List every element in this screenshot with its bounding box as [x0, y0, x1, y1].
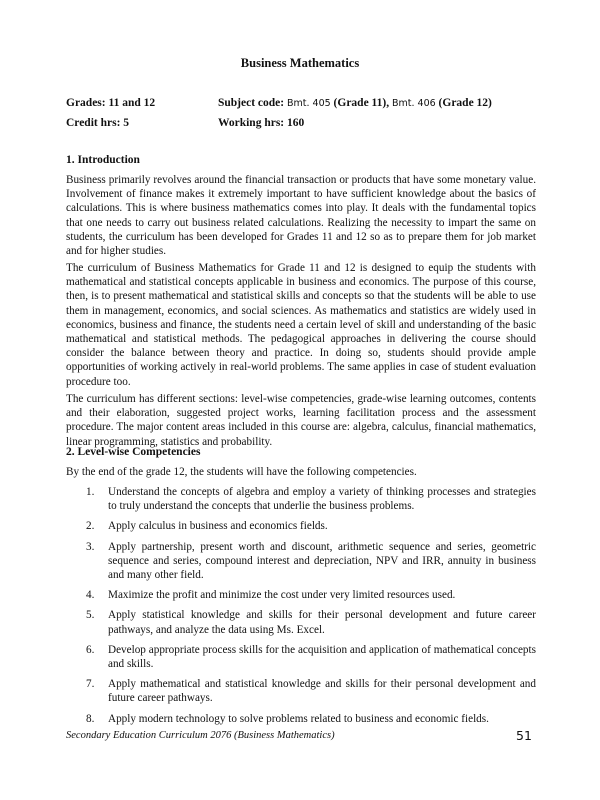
competencies-heading: 2. Level-wise Competencies — [66, 446, 201, 458]
competencies-intro: By the end of the grade 12, the students will have the following competencies. — [66, 466, 417, 478]
list-item: 2. Apply calculus in business and economics fields. — [86, 520, 328, 533]
intro-paragraph-3: The curriculum has different sections: level-wise competencies, grade-wise learning outcomes, contents and their elaboration, suggested project works, learning facilitation process and the assessment procedure. The major content areas included in this course are: algebra, calculus, financial mathematics, linear programming, statistics and probability. — [66, 393, 536, 448]
page-title: Business Mathematics — [240, 56, 360, 70]
intro-heading: 1. Introduction — [66, 154, 140, 166]
meta-row-1 — [66, 97, 492, 109]
grade-11-label: (Grade 11), — [333, 97, 390, 109]
list-item: 4. Maximize the profit and minimize the cost under very limited resources used. — [86, 589, 456, 602]
footer-text: Secondary Education Curriculum 2076 (Business Mathematics) — [66, 730, 335, 741]
list-item: 8. Apply modern technology to solve problems related to business and economic fields. — [86, 712, 489, 725]
grades-label: Grades: 11 and 12 — [66, 97, 156, 109]
credit-hours: Credit hrs: 5 — [66, 117, 130, 129]
meta-row-2 — [66, 117, 305, 129]
code-grade-12: Bmt. 406 — [392, 98, 436, 109]
competency-list — [66, 485, 536, 732]
grade-12-label: (Grade 12) — [438, 97, 492, 109]
list-item: 3. Apply partnership, present worth and discount, arithmetic sequence and series, geometric sequence and series, compound interest and depreciation, NPV and IRR, annuity in business and many other field. — [86, 540, 536, 582]
working-hours: Working hrs: 160 — [218, 117, 305, 129]
list-item: 1. Understand the concepts of algebra and employ a variety of thinking processes and strategies to truly understand the concepts that underlie the business problems. — [86, 486, 536, 513]
subject-code — [218, 97, 492, 109]
list-item: 6. Develop appropriate process skills for the acquisition and application of mathematical concepts and skills. — [86, 643, 536, 671]
intro-paragraph-2: The curriculum of Business Mathematics for Grade 11 and 12 is designed to equip the students with mathematical and statistical concepts applicable in business and economics. The purpose of this course, then, is to present mathematical and statistical skills and concepts so that the students will be able to use them in management, economics, and social sciences. As mathematics and statistics are widely used in economics, business and finance, the students need a certain level of skill and understanding of the basic mathematical and statistical methods. The pedagogical approaches in delivering the course should consider the balance between theory and practice. In doing so, students should provide ample opportunities of working actively in real-world problems. The same applies in case of student evaluation procedure too. — [66, 262, 536, 388]
code-grade-11: Bmt. 405 — [287, 98, 331, 109]
page-number: 51 — [516, 728, 532, 743]
list-item: 7. Apply mathematical and statistical knowledge and skills for their personal development and future career pathways. — [86, 678, 536, 705]
subject-code-label: Subject code: — [218, 97, 285, 109]
list-item: 5. Apply statistical knowledge and skills for their personal development and future career pathways, and analyze the data using Ms. Excel. — [86, 609, 536, 636]
intro-paragraph-1: Business primarily revolves around the financial transaction or products that have some monetary value. Involvement of finance makes it extremely important to have sufficient knowledge about the basics of calculations. This is where business mathematics comes into play. It deals with the fundamental topics that one needs to carry out business related calculations. Realizing the necessity to impart the same on students, the curriculum has been developed for Grades 11 and 12 so as to prepare them for job market and for higher studies. — [66, 174, 536, 258]
